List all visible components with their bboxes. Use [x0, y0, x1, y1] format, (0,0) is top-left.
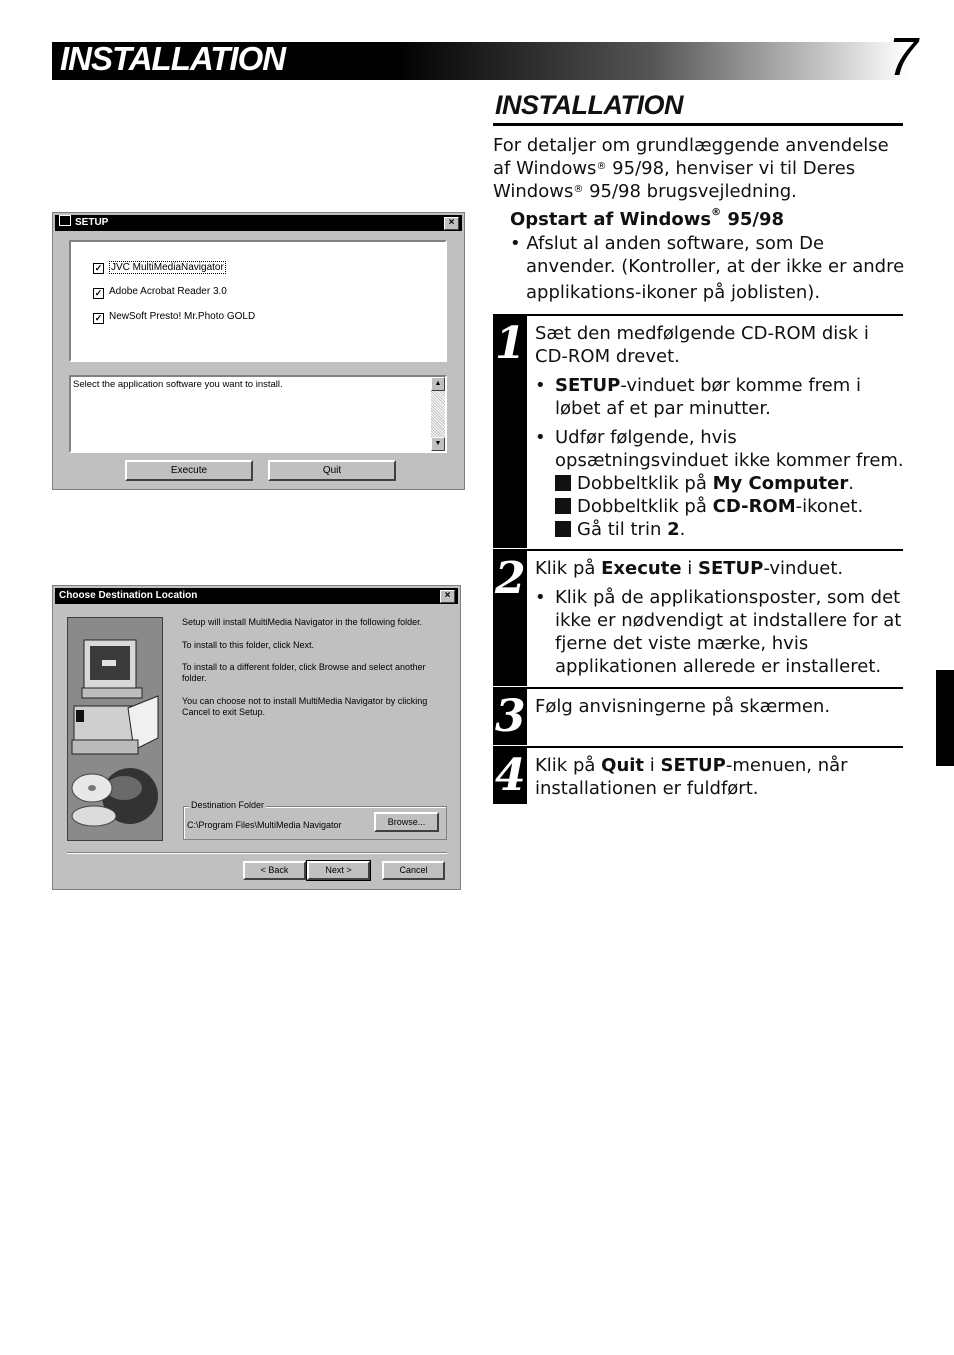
next-button[interactable]: Next > [307, 861, 370, 880]
step-3-number: 3 [495, 691, 526, 742]
bold-term: SETUP [698, 558, 764, 579]
bold-term: SETUP [660, 755, 726, 776]
install-info-text: To install to this folder, click Next. [182, 640, 315, 650]
startup-heading [510, 209, 784, 230]
side-tab-marker [936, 670, 954, 766]
checkbox-label: Adobe Acrobat Reader 3.0 [109, 286, 227, 297]
step-4-number: 4 [495, 750, 526, 801]
setup-message-box [69, 375, 447, 453]
intro-text: 95/98, henviser vi til Deres [606, 158, 856, 179]
startup-bullet [510, 232, 905, 304]
close-icon[interactable]: × [444, 217, 459, 230]
registered-mark: ® [573, 184, 584, 195]
dialog-separator [67, 852, 447, 854]
step-1-rule [493, 314, 903, 316]
step-line: applikationen allerede er installeret. [555, 656, 882, 677]
message-scrollbar[interactable] [431, 377, 445, 451]
destination-titlebar [55, 588, 458, 604]
intro-text: af Windows [493, 158, 597, 179]
step-text: Dobbeltklik på [577, 496, 713, 517]
execute-button[interactable]: Execute [125, 460, 253, 481]
install-info-text: You can choose not to install MultiMedia Navigator by clicking Cancel to exit Setup. [182, 696, 428, 717]
sub-step [555, 518, 903, 541]
step-text: Klik på [535, 755, 602, 776]
step-line: • Udfør følgende, hvis [555, 427, 737, 448]
square-bullet-icon [555, 521, 571, 537]
sub-step [555, 495, 903, 518]
step-line: installationen er fuldført. [535, 778, 759, 799]
setup-title: SETUP [75, 217, 109, 228]
step-text: . [848, 473, 854, 494]
bullet-line: applikations-ikoner på joblisten). [526, 282, 821, 303]
step-1-number: 1 [495, 318, 526, 369]
step-2-bullet [535, 586, 903, 678]
square-bullet-icon [555, 475, 571, 491]
step-1-bullet-2 [535, 426, 903, 541]
startup-heading-text: Opstart af Windows [510, 209, 712, 230]
step-line: løbet af et par minutter. [555, 398, 771, 419]
setup-titlebar [55, 215, 462, 231]
step-text: -vinduet. [763, 558, 844, 579]
step-text: -ikonet. [795, 496, 864, 517]
step-text: Dobbeltklik på [577, 473, 713, 494]
intro-text: 95/98 brugsvejledning. [583, 181, 797, 202]
setup-dialog [52, 212, 465, 490]
step-2-rule [493, 549, 903, 551]
page-number: 7 [888, 27, 919, 87]
step-text: i [644, 755, 661, 776]
step-1-bullet-1 [535, 374, 903, 420]
registered-mark: ® [711, 207, 722, 218]
quit-button[interactable]: Quit [268, 460, 396, 481]
step-2-text [535, 557, 903, 678]
install-info-text: Setup will install MultiMedia Navigator in the following folder. [182, 617, 423, 627]
step-line: CD-ROM drevet. [535, 346, 680, 367]
scroll-down-icon[interactable]: ▼ [431, 437, 445, 451]
install-info-text: To install to a different folder, click Browse and select another folder. [182, 662, 426, 683]
startup-heading-text: 95/98 [721, 209, 785, 230]
step-4-text [535, 754, 903, 800]
square-bullet-icon [555, 498, 571, 514]
setup-message: Select the application software you want to install. [73, 379, 283, 390]
cancel-button[interactable]: Cancel [382, 861, 445, 880]
checkbox-jvc-navigator[interactable]: ✓ [94, 263, 103, 273]
step-line: opsætningsvinduet ikke kommer frem. [555, 450, 904, 471]
setup-app-icon [59, 215, 71, 226]
destination-folder-label: Destination Folder [191, 800, 265, 810]
registered-mark: ® [596, 161, 607, 172]
step-1-text [535, 322, 903, 541]
bullet-line: • Afslut al anden software, som De [510, 233, 825, 254]
close-icon[interactable]: × [440, 590, 455, 603]
step-2-number: 2 [495, 553, 526, 604]
destination-folder-path: C:\Program Files\MultiMedia Navigator [187, 820, 342, 830]
section-rule [493, 123, 903, 126]
step-line: fjerne det viste mærke, hvis [555, 633, 809, 654]
step-line: ikke er nødvendigt at indstallere for at [555, 610, 902, 631]
bold-term: CD-ROM [712, 496, 796, 517]
header-title: INSTALLATION [60, 40, 286, 77]
setup-software-list [69, 240, 447, 362]
step-text: i [681, 558, 699, 579]
step-line: Sæt den medfølgende CD-ROM disk i [535, 323, 869, 344]
back-button[interactable]: < Back [243, 861, 306, 880]
step-line: Følg anvisningerne på skærmen. [535, 696, 831, 717]
destination-dialog [52, 585, 461, 890]
step-line: • Klik på de applikationsposter, som det [555, 587, 901, 608]
step-4-rule [493, 746, 903, 748]
scroll-up-icon[interactable]: ▲ [431, 377, 445, 391]
step-3-text [535, 695, 903, 718]
checkbox-label: JVC MultiMediaNavigator [111, 262, 224, 273]
step-text: Klik på [535, 558, 602, 579]
intro-line [493, 157, 903, 180]
step-text: -vinduet bør komme frem i [620, 375, 862, 396]
bold-term: Execute [601, 558, 682, 579]
checkbox-acrobat-reader[interactable]: ✓ [94, 288, 103, 298]
bullet-line: anvender. (Kontroller, at der ikke er andre [526, 256, 905, 277]
checkbox-label: NewSoft Presto! Mr.Photo GOLD [109, 311, 256, 322]
intro-paragraph [493, 134, 903, 203]
sub-step [555, 472, 903, 495]
section-title: INSTALLATION [495, 90, 683, 120]
installer-illustration [67, 617, 163, 841]
destination-title: Choose Destination Location [59, 590, 198, 601]
bold-term: 2 [667, 519, 680, 540]
bold-term: Quit [601, 755, 645, 776]
setup-term: SETUP [555, 375, 621, 396]
step-text: -menuen, når [725, 755, 848, 776]
intro-text: Windows [493, 181, 574, 202]
computer-cd-icon [68, 618, 162, 840]
browse-button[interactable]: Browse... [374, 812, 439, 832]
intro-line: For detaljer om grundlæggende anvendelse [493, 135, 889, 156]
bold-term: My Computer [712, 473, 849, 494]
step-3-rule [493, 687, 903, 689]
checkbox-mr-photo[interactable]: ✓ [94, 313, 103, 323]
step-text: . [679, 519, 686, 540]
step-text: Gå til trin [577, 519, 668, 540]
intro-line [493, 180, 903, 203]
